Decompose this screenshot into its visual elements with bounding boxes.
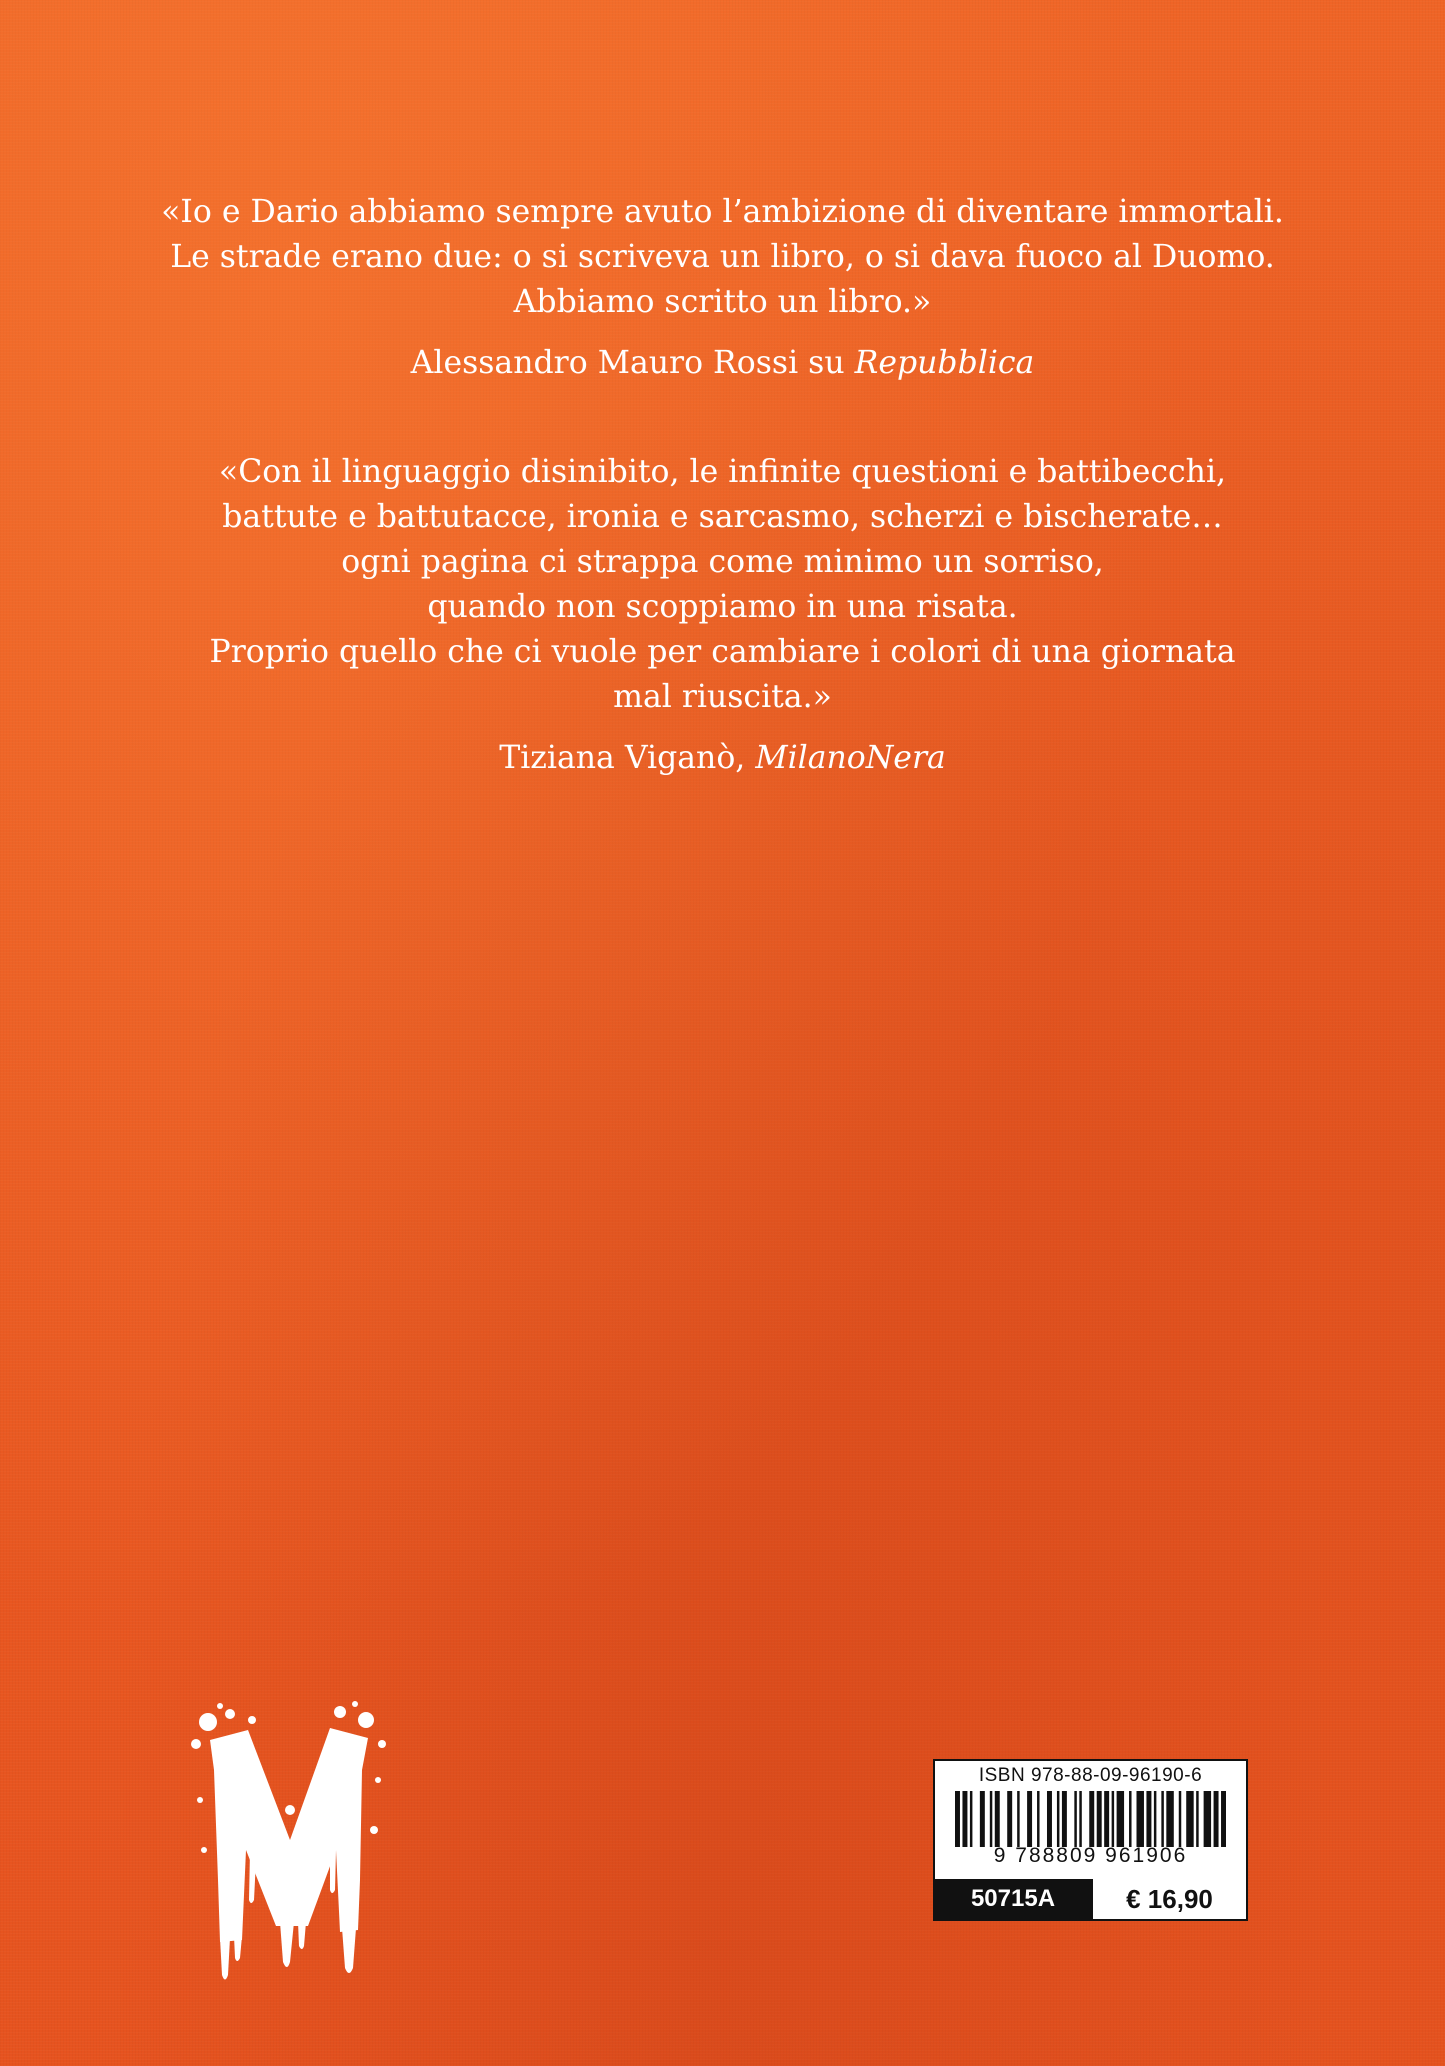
product-code: 50715A bbox=[935, 1879, 1091, 1919]
barcode-box bbox=[933, 1759, 1248, 1921]
quote-block-1 bbox=[0, 190, 1445, 386]
quote-line: Proprio quello che ci vuole per cambiare i colori di una giornata bbox=[209, 634, 1236, 670]
quote-attribution bbox=[0, 736, 1445, 781]
barcode-bar bbox=[1146, 1791, 1151, 1847]
barcode-bar bbox=[955, 1791, 960, 1847]
barcode-bar bbox=[980, 1791, 985, 1847]
quote-line: Le strade erano due: o si scriveva un libro, o si dava fuoco al Duomo. bbox=[170, 239, 1275, 275]
barcode-bar bbox=[1204, 1791, 1211, 1847]
attribution-author: Alessandro Mauro Rossi su bbox=[410, 345, 855, 381]
barcode-bar bbox=[1166, 1791, 1173, 1847]
barcode-bar bbox=[1112, 1791, 1114, 1847]
quote-text bbox=[0, 450, 1445, 720]
price-label: € 16,90 bbox=[1091, 1879, 1246, 1919]
publisher-logo-m-icon bbox=[190, 1700, 390, 1990]
barcode-bar bbox=[1097, 1791, 1102, 1847]
attribution-author: Tiziana Viganò, bbox=[499, 740, 756, 776]
barcode-bar bbox=[1179, 1791, 1181, 1847]
barcode-bar bbox=[1104, 1791, 1109, 1847]
barcode-bar bbox=[1129, 1791, 1131, 1847]
quote-line: quando non scoppiamo in una risata. bbox=[427, 589, 1018, 625]
barcode-bar bbox=[995, 1791, 1000, 1847]
quote-line: «Con il linguaggio disinibito, le infinite questioni e battibecchi, bbox=[218, 454, 1227, 490]
barcode-bar bbox=[1037, 1791, 1039, 1847]
isbn-text: ISBN 978-88-09-96190-6 bbox=[978, 1765, 1203, 1786]
barcode-bar bbox=[1017, 1791, 1019, 1847]
barcode-bars bbox=[955, 1791, 1226, 1847]
barcode-bar bbox=[1221, 1791, 1226, 1847]
quote-line: «Io e Dario abbiamo sempre avuto l’ambizione di diventare immortali. bbox=[161, 194, 1284, 230]
barcode-bar bbox=[970, 1791, 972, 1847]
barcode-digits: 9 788809 961906 bbox=[993, 1844, 1188, 1867]
barcode-bar bbox=[1186, 1791, 1193, 1847]
barcode-bar bbox=[1079, 1791, 1081, 1847]
quote-text bbox=[0, 190, 1445, 325]
quote-line: Abbiamo scritto un libro.» bbox=[513, 284, 932, 320]
quote-attribution bbox=[0, 341, 1445, 386]
barcode-bar bbox=[1154, 1791, 1156, 1847]
barcode-bar bbox=[1057, 1791, 1059, 1847]
barcode-bar bbox=[1027, 1791, 1032, 1847]
barcode-bar bbox=[1196, 1791, 1198, 1847]
barcode-bar bbox=[962, 1791, 967, 1847]
barcode-bar bbox=[1161, 1791, 1163, 1847]
barcode-bar bbox=[1214, 1791, 1219, 1847]
barcode-bar bbox=[1007, 1791, 1012, 1847]
attribution-source: MilanoNera bbox=[755, 740, 946, 776]
attribution-source: Repubblica bbox=[854, 345, 1035, 381]
quote-line: battute e battutacce, ironia e sarcasmo, scherzi e bischerate… bbox=[222, 499, 1223, 535]
quote-block-2 bbox=[0, 450, 1445, 781]
barcode-bar bbox=[1137, 1791, 1144, 1847]
quote-line: mal riuscita.» bbox=[613, 679, 832, 715]
barcode-bar bbox=[1062, 1791, 1067, 1847]
quote-line: ogni pagina ci strappa come minimo un sorriso, bbox=[341, 544, 1104, 580]
barcode-footer bbox=[935, 1879, 1246, 1919]
barcode-bar bbox=[1117, 1791, 1124, 1847]
barcode-bar bbox=[1089, 1791, 1094, 1847]
barcode-bar bbox=[990, 1791, 992, 1847]
barcode-bar bbox=[1074, 1791, 1076, 1847]
barcode-bar bbox=[1047, 1791, 1052, 1847]
